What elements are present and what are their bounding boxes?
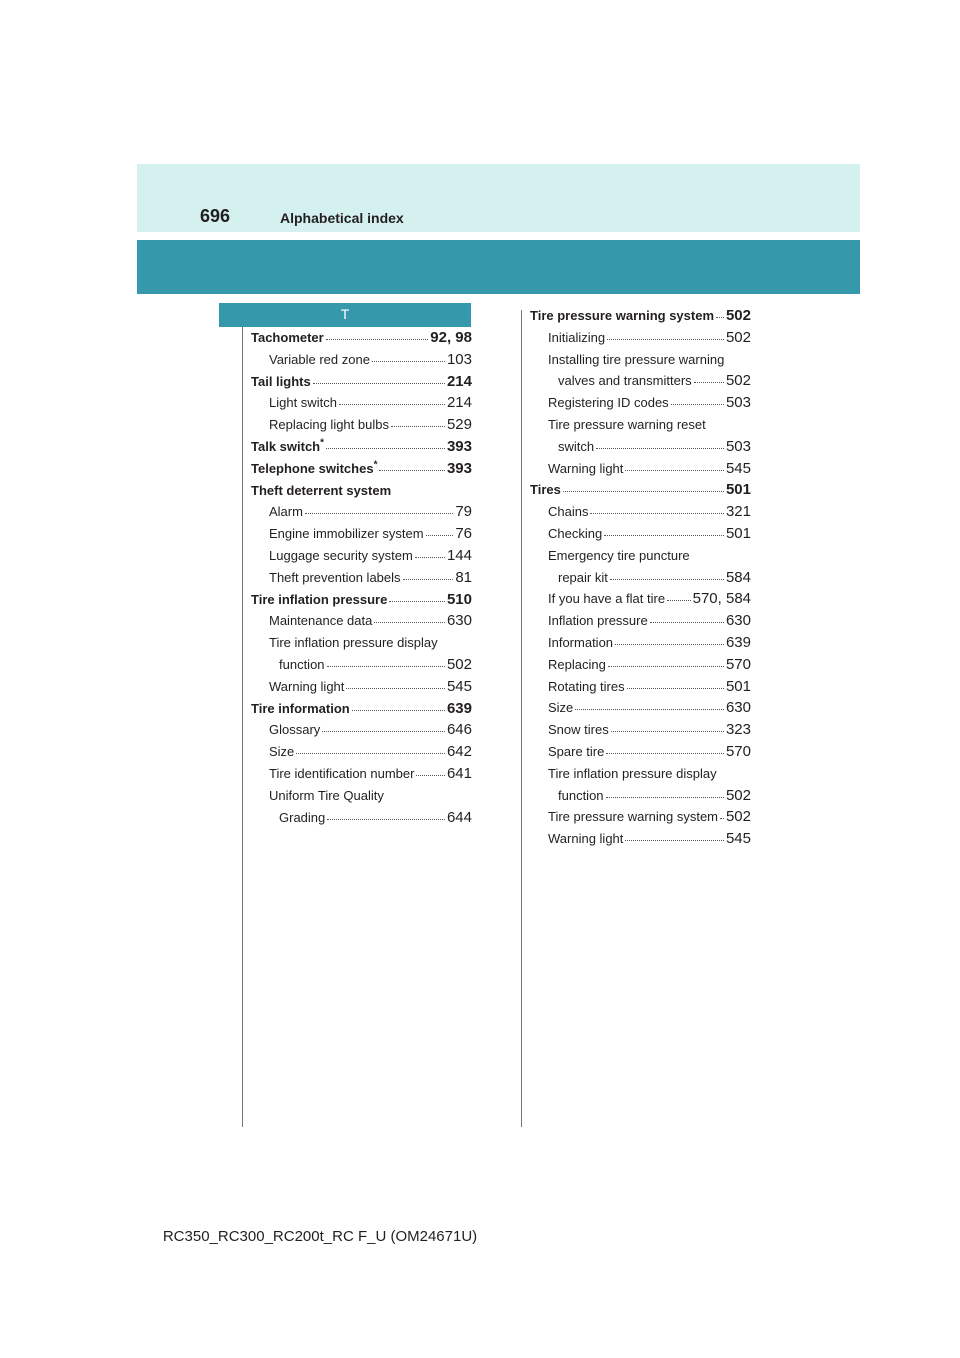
dot-leader xyxy=(372,349,445,362)
index-subentry xyxy=(530,567,751,589)
page-reference: 570 xyxy=(725,655,751,673)
index-subentry xyxy=(530,588,751,610)
page-reference: 79 xyxy=(455,503,472,521)
index-entry xyxy=(251,371,472,393)
section-letter-tab: T xyxy=(219,303,471,327)
dot-leader xyxy=(391,414,445,427)
document-code: RC350_RC300_RC200t_RC F_U (OM24671U) xyxy=(162,1228,478,1245)
page-reference: 545 xyxy=(725,830,751,848)
index-subentry xyxy=(251,610,472,632)
dot-leader xyxy=(326,327,429,340)
entry-label: Tire pressure warning reset xyxy=(548,416,706,432)
index-subentry xyxy=(251,523,472,545)
index-subentry xyxy=(530,610,751,632)
dot-leader xyxy=(611,719,724,732)
entry-label: Talk switch* xyxy=(251,437,325,454)
index-entry xyxy=(251,589,472,611)
right-column-rule xyxy=(521,310,522,1127)
page-reference: 501 xyxy=(725,524,751,542)
page-reference: 503 xyxy=(725,394,751,412)
entry-label: Tire information xyxy=(251,700,350,716)
dot-leader xyxy=(606,741,724,754)
dot-leader xyxy=(606,785,724,798)
page-reference: 144 xyxy=(446,546,472,564)
page-reference: 503 xyxy=(725,437,751,455)
dot-leader xyxy=(327,654,445,667)
dot-leader xyxy=(563,479,724,492)
entry-label: Theft deterrent system xyxy=(251,482,392,498)
page-title: Alphabetical index xyxy=(280,210,404,226)
index-subentry xyxy=(530,697,751,719)
dot-leader xyxy=(313,371,445,384)
index-entry xyxy=(251,436,472,458)
page-reference: 502 xyxy=(725,328,751,346)
page-reference: 529 xyxy=(446,416,472,434)
dot-leader xyxy=(327,807,445,820)
entry-label: Glossary xyxy=(269,722,321,738)
page-reference: 570, 584 xyxy=(692,590,751,608)
entry-label: Variable red zone xyxy=(269,351,370,367)
index-subentry xyxy=(530,828,751,850)
page-reference: 502 xyxy=(725,786,751,804)
page-reference: 393 xyxy=(446,459,472,477)
index-subentry xyxy=(530,436,751,458)
index-subentry xyxy=(530,370,751,392)
entry-label: Checking xyxy=(548,525,603,541)
page-reference: 502 xyxy=(725,808,751,826)
entry-label: Rotating tires xyxy=(548,678,625,694)
entry-label: Tire inflation pressure display xyxy=(548,765,717,781)
dot-leader xyxy=(720,806,724,819)
entry-label: Registering ID codes xyxy=(548,395,669,411)
index-subentry xyxy=(530,523,751,545)
index-entry xyxy=(530,305,751,327)
index-subentry xyxy=(530,719,751,741)
index-subentry xyxy=(530,545,751,567)
index-subentry xyxy=(530,349,751,371)
dot-leader xyxy=(339,392,445,405)
page-reference: 501 xyxy=(725,677,751,695)
dot-leader xyxy=(416,763,444,776)
entry-label: Size xyxy=(269,744,295,760)
dot-leader xyxy=(322,719,445,732)
page-reference: 502 xyxy=(725,307,751,324)
entry-label: Tire pressure warning system xyxy=(530,308,715,323)
page-reference: 642 xyxy=(446,743,472,761)
page-reference: 584 xyxy=(725,568,751,586)
index-subentry xyxy=(530,806,751,828)
entry-label: Chains xyxy=(548,504,589,520)
header-band xyxy=(137,164,860,232)
page-reference: 502 xyxy=(725,372,751,390)
index-subentry xyxy=(251,785,472,807)
index-subentry xyxy=(530,501,751,523)
page-reference: 76 xyxy=(455,525,472,543)
dot-leader xyxy=(625,458,724,471)
dot-leader xyxy=(352,698,445,711)
index-subentry xyxy=(251,676,472,698)
entry-label: Emergency tire puncture xyxy=(548,547,690,563)
page-reference: 545 xyxy=(446,677,472,695)
index-subentry xyxy=(530,392,751,414)
entry-label: Tire inflation pressure xyxy=(251,591,388,607)
page-reference: 630 xyxy=(446,612,472,630)
entry-label: Tire identification number xyxy=(269,765,415,781)
entry-label: Engine immobilizer system xyxy=(269,526,424,542)
dot-leader xyxy=(716,305,724,318)
dot-leader xyxy=(590,501,724,514)
page-reference: 81 xyxy=(455,568,472,586)
dot-leader xyxy=(426,523,454,536)
page-reference: 323 xyxy=(725,721,751,739)
dot-leader xyxy=(379,458,444,471)
index-subentry xyxy=(530,327,751,349)
dot-leader xyxy=(346,676,445,689)
page-reference: 501 xyxy=(725,481,751,499)
index-subentry xyxy=(251,632,472,654)
entry-label: Telephone switches* xyxy=(251,459,378,476)
entry-label: Theft prevention labels xyxy=(269,569,401,585)
index-subentry xyxy=(251,654,472,676)
dot-leader xyxy=(604,523,724,536)
index-subentry xyxy=(251,567,472,589)
footnote-mark: * xyxy=(320,437,325,449)
dot-leader xyxy=(389,589,445,602)
page-reference: 103 xyxy=(446,350,472,368)
page-reference: 641 xyxy=(446,764,472,782)
index-column-left xyxy=(251,327,472,828)
dot-leader xyxy=(305,501,453,514)
index-subentry xyxy=(251,349,472,371)
entry-label: Spare tire xyxy=(548,743,605,759)
entry-label: Snow tires xyxy=(548,722,609,738)
index-subentry xyxy=(251,741,472,763)
page-reference: 510 xyxy=(446,590,472,608)
entry-label: Tire inflation pressure display xyxy=(269,635,438,651)
dot-leader xyxy=(625,828,724,841)
entry-label: Initializing xyxy=(548,329,606,345)
index-subentry xyxy=(530,676,751,698)
page-reference: 630 xyxy=(725,612,751,630)
dot-leader xyxy=(415,545,445,558)
entry-label: Alarm xyxy=(269,504,303,520)
dot-leader xyxy=(607,327,724,340)
dot-leader xyxy=(596,436,724,449)
entry-label: function xyxy=(558,787,604,803)
dot-leader xyxy=(650,610,724,623)
page-reference: 393 xyxy=(446,437,472,455)
page-number: 696 xyxy=(200,206,231,226)
page-reference: 214 xyxy=(446,372,472,390)
index-subentry xyxy=(251,545,472,567)
page-reference: 644 xyxy=(446,808,472,826)
index-subentry xyxy=(251,501,472,523)
index-subentry xyxy=(530,763,751,785)
entry-label: function xyxy=(279,656,325,672)
dot-leader xyxy=(374,610,445,623)
index-subentry xyxy=(251,807,472,829)
index-entry xyxy=(251,327,472,349)
dot-leader xyxy=(610,567,724,580)
entry-label: Uniform Tire Quality xyxy=(269,787,384,803)
dot-leader xyxy=(403,567,454,580)
entry-label: repair kit xyxy=(558,569,608,585)
dot-leader xyxy=(296,741,445,754)
page-reference: 646 xyxy=(446,721,472,739)
entry-label: Maintenance data xyxy=(269,613,373,629)
index-subentry xyxy=(251,392,472,414)
index-subentry xyxy=(251,414,472,436)
entry-label: Warning light xyxy=(269,678,345,694)
dot-leader xyxy=(326,436,445,449)
entry-label: Information xyxy=(548,634,614,650)
index-entry xyxy=(530,479,751,501)
entry-label: Size xyxy=(548,700,574,716)
dot-leader xyxy=(615,632,724,645)
index-entry xyxy=(251,458,472,480)
index-column-right xyxy=(530,305,751,850)
page-reference: 630 xyxy=(725,699,751,717)
page-reference: 639 xyxy=(725,633,751,651)
dot-leader xyxy=(667,588,691,601)
page-reference: 92, 98 xyxy=(430,329,472,346)
entry-label: Inflation pressure xyxy=(548,613,648,629)
index-subentry xyxy=(530,785,751,807)
entry-label: Tire pressure warning system xyxy=(548,809,719,825)
entry-label: If you have a flat tire xyxy=(548,591,666,607)
entry-label: valves and transmitters xyxy=(558,373,692,389)
entry-label: Tail lights xyxy=(251,373,311,389)
index-entry xyxy=(251,698,472,720)
entry-label: Light switch xyxy=(269,395,337,411)
index-subentry xyxy=(530,632,751,654)
left-column-rule xyxy=(242,327,243,1127)
index-subentry xyxy=(530,458,751,480)
footnote-mark: * xyxy=(373,459,378,471)
dot-leader xyxy=(575,697,724,710)
dot-leader xyxy=(608,654,724,667)
index-subentry xyxy=(530,414,751,436)
page-reference: 545 xyxy=(725,459,751,477)
index-subentry xyxy=(251,719,472,741)
entry-label: Installing tire pressure warning xyxy=(548,351,725,367)
entry-label: switch xyxy=(558,438,595,454)
entry-label: Grading xyxy=(279,809,326,825)
index-subentry xyxy=(251,763,472,785)
index-subentry xyxy=(530,741,751,763)
index-subentry xyxy=(530,654,751,676)
entry-label: Luggage security system xyxy=(269,547,413,563)
dot-leader xyxy=(671,392,724,405)
section-banner xyxy=(137,240,860,294)
entry-label: Replacing xyxy=(548,656,606,672)
entry-label: Replacing light bulbs xyxy=(269,417,389,433)
page-reference: 214 xyxy=(446,394,472,412)
entry-label: Tires xyxy=(530,482,561,498)
entry-label: Warning light xyxy=(548,831,624,847)
page-reference: 570 xyxy=(725,742,751,760)
entry-label: Warning light xyxy=(548,460,624,476)
entry-label: Tachometer xyxy=(251,330,324,345)
page-reference: 639 xyxy=(446,699,472,717)
page-reference: 321 xyxy=(725,503,751,521)
index-entry xyxy=(251,480,472,502)
page-reference: 502 xyxy=(446,655,472,673)
dot-leader xyxy=(694,370,724,383)
dot-leader xyxy=(627,676,724,689)
